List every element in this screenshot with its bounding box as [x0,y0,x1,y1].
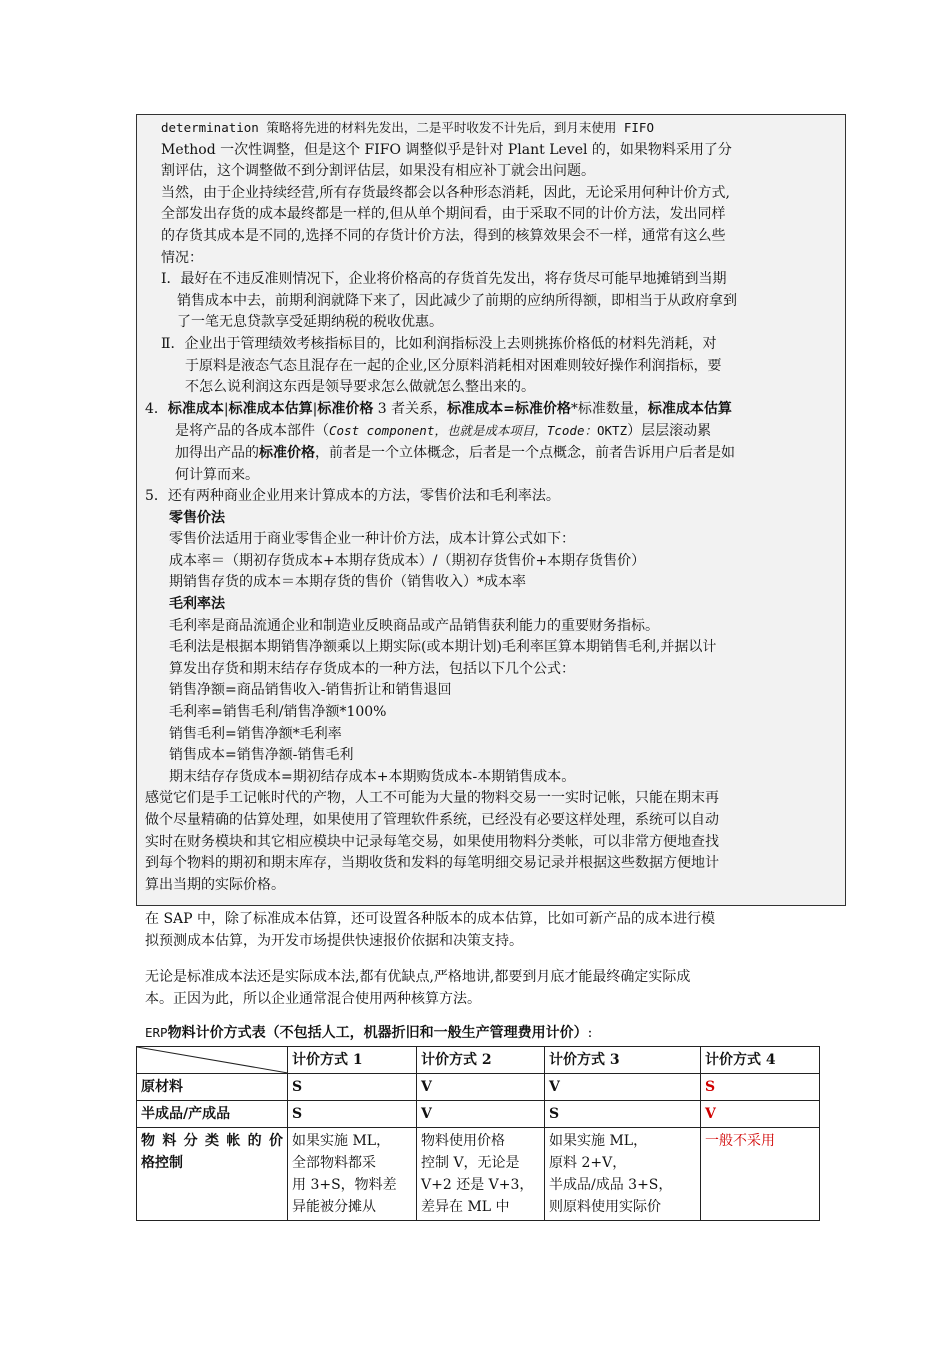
paragraph-sap [145,908,825,952]
text-line: 感觉它们是手工记帐时代的产物，人工不可能为大量的物料交易一一实时记帐，只能在期末再 [145,790,719,807]
table-cell: 一般不采用 [701,1128,820,1221]
cell-line: 异能被分摊从 [292,1199,376,1215]
text-line: 情况： [161,249,203,266]
table-cell: V [701,1101,820,1128]
table-row [137,1101,820,1128]
table-header-cell: 计价方式 3 [545,1047,701,1074]
text-line: 在 SAP 中，除了标准成本估算，还可设置各种版本的成本估算，比如可新产品的成本进行模 [145,911,716,927]
text-line: 毛利法是根据本期销售净额乘以上期实际(或本期计划)毛利率匡算本期销售毛利,并据以计 [169,639,717,656]
table-cell [545,1128,701,1221]
section-5-line: 5．还有两种商业企业用来计算成本的方法，零售价法和毛利率法。 [145,488,560,505]
cell-line: 半成品/成品 3+S， [549,1177,673,1193]
cell-line: 如果实施 ML， [549,1133,648,1149]
text-line: 了一笔无息贷款享受延期纳税的税收优惠。 [177,314,443,331]
text-line: 算发出存货和期末结存存货成本的一种方法，包括以下几个公式： [169,660,575,677]
table-cell [288,1128,417,1221]
subheading-retail: 零售价法 [169,509,225,526]
formula-line: 成本率＝（期初存货成本+本期存货成本）/（期初存货售价+本期存货售价） [169,552,646,569]
formula-line: 销售净额=商品销售收入-销售折让和销售退回 [169,682,452,699]
table-cell: V [417,1074,545,1101]
table-title-text: 物料计价方式表（不包括人工，机器折旧和一般生产管理费用计价） [167,1025,588,1041]
cell-line: 原料 2+V， [549,1155,627,1171]
text-line: 本。正因为此，所以企业通常混合使用两种核算方法。 [145,991,481,1007]
paragraph-methods [145,966,825,1010]
table-cell: S [701,1074,820,1101]
text-line: 无论是标准成本法还是实际成本法,都有优缺点,严格地讲,都要到月底才能最终确定实际成 [145,969,691,985]
table-cell: V [417,1101,545,1128]
text-line: 到每个物料的期初和期末库存，当期收货和发料的每笔明细交易记录并根据这些数据方便地计 [145,855,719,872]
table-cell: S [288,1074,417,1101]
table-title-prefix: ERP [145,1025,168,1040]
table-header-row [137,1047,820,1074]
section-4-line: 4．标准成本|标准成本估算|标准价格 3 者关系，标准成本=标准价格*标准数量，标准成本估算 [145,400,732,417]
formula-line: 销售成本=销售净额-销售毛利 [169,747,354,764]
table-title-suffix: : [587,1025,593,1041]
text-line: determination 策略将先进的材料先发出，二是平时收发不计先后，到月末使用 FIFO [161,120,654,135]
text-line: 毛利率是商品流通企业和制造业反映商品或产品销售获利能力的重要财务指标。 [169,617,659,634]
table-header-cell: 计价方式 1 [288,1047,417,1074]
text-line: 做个尽量精确的估算处理，如果使用了管理软件系统，已经没有必要这样处理，系统可以自动 [145,812,719,828]
cell-line: 用 3+S，物料差 [292,1177,397,1193]
subheading-margin: 毛利率法 [169,596,225,613]
diagonal-header-cell [137,1047,288,1074]
table-cell [417,1128,545,1221]
text-line: 是将产品的各成本部件（Cost component，也就是成本项目，Tcode：OKTZ）层层滚动累 [175,423,712,440]
text-line: 割评估，这个调整做不到分割评估层，如果没有相应补丁就会出问题。 [161,163,595,180]
text-line: 当然，由于企业持续经营,所有存货最终都会以各种形态消耗，因此，无论采用何种计价方式, [161,184,730,201]
text-line: 全部发出存货的成本最终都是一样的,但从单个期间看，由于采取不同的计价方法，发出同样 [161,206,726,223]
cell-line: 则原料使用实际价 [549,1199,661,1215]
formula-line: 期销售存货的成本＝本期存货的售价（销售收入）*成本率 [169,574,526,591]
text-line: 不怎么说利润这东西是领导要求怎么做就怎么整出来的。 [185,379,535,396]
table-row [137,1128,820,1221]
text-line: 何计算而来。 [175,466,259,483]
row-label-line: 格控制 [141,1155,183,1171]
formula-line: 毛利率=销售毛利/销售净额*100% [169,704,387,721]
text-line: Method 一次性调整，但是这个 FIFO 调整似乎是针对 Plant Level 的，如果物料采用了分 [161,141,732,158]
text-line: 销售成本中去，前期利润就降下来了，因此减少了前期的应纳所得额，即相当于从政府拿到 [177,292,737,309]
cell-line: 全部物料都采 [292,1155,376,1171]
formula-line: 销售毛利=销售净额*毛利率 [169,725,342,742]
row-label: 半成品/产成品 [137,1101,288,1128]
cell-line: 差异在 ML 中 [421,1199,510,1215]
formula-line: 期末结存存货成本=期初结存成本+本期购货成本-本期销售成本。 [169,768,576,785]
text-line: 拟预测成本估算，为开发市场提供快速报价依据和决策支持。 [145,933,523,949]
valuation-table [136,1046,820,1221]
cell-line: 控制 V，无论是 [421,1155,520,1171]
list-item: Ⅱ．企业出于管理绩效考核指标目的，比如利润指标没上去则挑拣价格低的材料先消耗，对 [161,335,717,352]
row-label-line: 物料分类帐的价 [141,1133,283,1149]
text-line: 加得出产品的标准价格，前者是一个立体概念，后者是一个点概念，前者告诉用户后者是如 [175,444,735,461]
row-label [137,1128,288,1221]
text-line: 实时在财务模块和其它相应模块中记录每笔交易，如果使用物料分类帐，可以非常方便地查找 [145,833,719,850]
table-header-cell: 计价方式 2 [417,1047,545,1074]
text-line: 的存货其成本是不同的,选择不同的存货计价方法，得到的核算效果会不一样，通常有这么些 [161,227,726,244]
diagonal-line [137,1047,288,1073]
cell-line: V+2 还是 V+3， [421,1177,534,1193]
row-label: 原材料 [137,1074,288,1101]
text-line: 于原料是液态气态且混存在一起的企业,区分原料消耗相对困难则较好操作利润指标，要 [185,357,722,374]
table-title [145,1022,592,1044]
cell-line: 如果实施 ML， [292,1133,391,1149]
list-item: Ⅰ．最好在不违反准则情况下，企业将价格高的存货首先发出，将存货尽可能早地摊销到当期 [161,271,727,288]
table-cell: S [545,1101,701,1128]
boxed-text-section [136,114,846,906]
table-header-cell: 计价方式 4 [701,1047,820,1074]
table-cell: S [288,1101,417,1128]
text-line: 零售价法适用于商业零售企业一种计价方法，成本计算公式如下： [169,531,575,548]
table-cell: V [545,1074,701,1101]
text-line: 算出当期的实际价格。 [145,876,285,893]
cell-line: 物料使用价格 [421,1133,505,1149]
table-row [137,1074,820,1101]
